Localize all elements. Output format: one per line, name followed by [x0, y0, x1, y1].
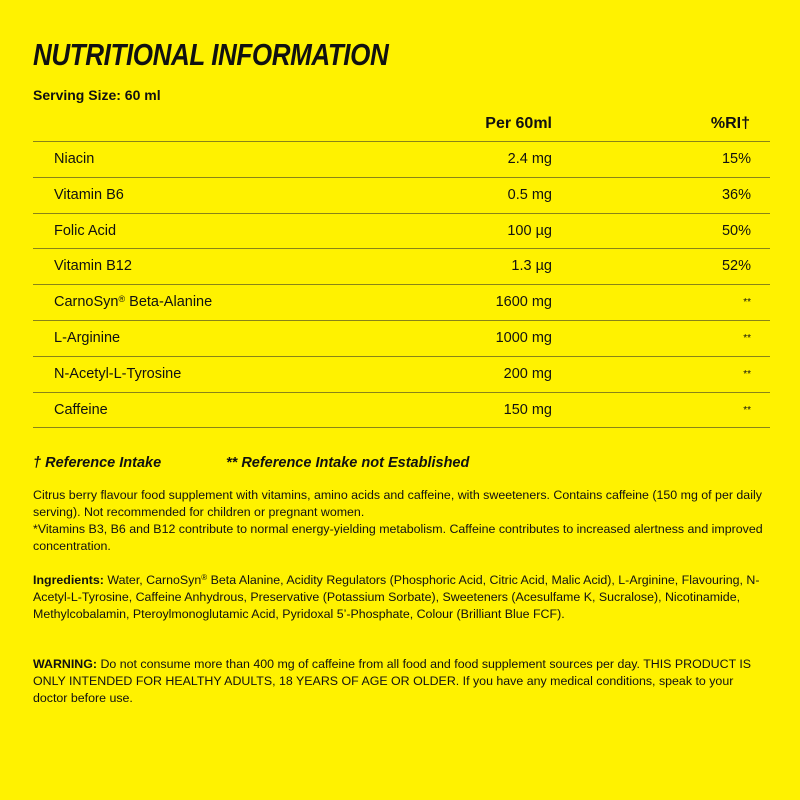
- nutrient-name: Folic Acid: [54, 222, 117, 239]
- nutrient-ri: **: [743, 368, 751, 380]
- nutrient-amount: 0.5 mg: [507, 186, 552, 203]
- column-header-ri: %RI†: [710, 115, 750, 132]
- table-row: [33, 214, 770, 250]
- nutrition-table: [33, 104, 770, 428]
- nutrient-name: Vitamin B12: [54, 258, 132, 275]
- table-header: [33, 104, 770, 142]
- page-title: NUTRITIONAL INFORMATION: [33, 37, 389, 72]
- description-text: Citrus berry flavour food supplement with vitamins, amino acids and caffeine, with sweeteners. Contains caffeine (150 mg of per daily serving). Not recommended for children or pregnant women.: [33, 488, 762, 519]
- registered-mark: ®: [201, 573, 208, 582]
- table-row: [33, 285, 770, 321]
- nutrient-ri: 36%: [721, 186, 751, 203]
- registered-mark: ®: [118, 294, 126, 305]
- nutrient-name: L-Arginine: [54, 329, 121, 346]
- nutrient-ri: 15%: [721, 151, 751, 167]
- nutrient-name: Vitamin B6: [54, 186, 124, 203]
- nutrient-amount: 150 mg: [503, 401, 552, 418]
- footnotes: [33, 455, 470, 471]
- nutrient-amount: 1600 mg: [495, 294, 552, 311]
- nutrient-name-brand: CarnoSyn: [54, 294, 119, 311]
- nutrient-ri: **: [743, 332, 751, 344]
- nutrient-name: Niacin: [54, 151, 95, 167]
- nutrient-amount: 1.3 µg: [511, 258, 552, 275]
- product-description: [33, 487, 770, 555]
- nutrient-name: N-Acetyl-L-Tyrosine: [54, 365, 182, 382]
- ingredients-label: Ingredients:: [33, 573, 104, 587]
- nutrient-ri: **: [743, 297, 751, 309]
- nutrient-name: [54, 294, 212, 310]
- column-header-per-60ml: Per 60ml: [485, 115, 552, 132]
- nutrient-name: Caffeine: [54, 401, 108, 418]
- footnote-not-established: ** Reference Intake not Established: [226, 455, 470, 471]
- nutrient-amount: 100 µg: [507, 222, 552, 239]
- nutrient-ri: 50%: [721, 222, 751, 239]
- table-row: [33, 249, 770, 285]
- warning-section: [33, 656, 770, 707]
- warning-label: WARNING:: [33, 657, 98, 671]
- nutrient-name-suffix: Beta-Alanine: [125, 294, 213, 311]
- table-row: [33, 321, 770, 357]
- footnote-reference-intake: † Reference Intake: [33, 455, 162, 471]
- nutrient-ri: **: [743, 404, 751, 416]
- nutrient-ri: 52%: [721, 258, 751, 275]
- table-row: [33, 178, 770, 214]
- nutrient-amount: 200 mg: [503, 365, 552, 382]
- health-claim-text: *Vitamins B3, B6 and B12 contribute to normal energy-yielding metabolism. Caffeine contributes to increased alertness and improved concentration.: [33, 522, 763, 553]
- table-row: [33, 142, 770, 178]
- ingredients-text-rest: Beta Alanine, Acidity Regulators (Phosphoric Acid, Citric Acid, Malic Acid), L-Arginine, Flavouring, N-Acetyl-L-Tyrosine, Caffeine Anhydrous, Preservative (Potassium Sorbate), Sweeteners (Acesulfame K, Sucralose), Nicotinamide, Methylcobalamin, Pteroylmonoglutamic Acid, Pyridoxal 5’-Phosphate, Colour (Brilliant Blue FCF).: [33, 573, 760, 621]
- nutrient-amount: 1000 mg: [495, 329, 552, 346]
- nutrient-amount: 2.4 mg: [507, 151, 552, 167]
- table-row: [33, 357, 770, 393]
- warning-text: Do not consume more than 400 mg of caffeine from all food and food supplement sources per day. THIS PRODUCT IS ONLY INTENDED FOR HEALTHY ADULTS, 18 YEARS OF AGE OR OLDER. If you have any medical conditions, speak to your doctor before use.: [33, 657, 752, 705]
- serving-size: Serving Size: 60 ml: [33, 87, 161, 103]
- ingredients-text-start: Water, CarnoSyn: [103, 573, 202, 587]
- ingredients-section: [33, 572, 770, 623]
- table-row: [33, 393, 770, 429]
